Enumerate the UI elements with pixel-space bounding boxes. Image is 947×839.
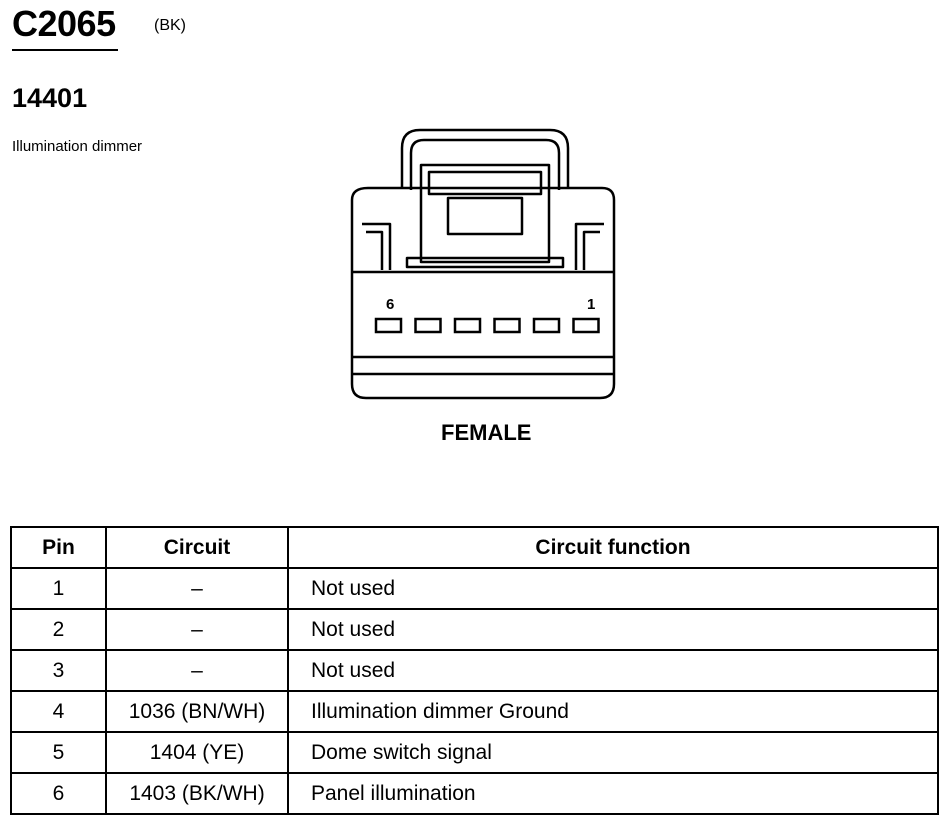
table-row: [11, 773, 938, 814]
cell-pin: 3: [11, 650, 106, 691]
cell-circuit: 1404 (YE): [106, 732, 288, 773]
pin-label-left: 6: [386, 296, 395, 313]
table-row: [11, 732, 938, 773]
cell-circuit: 1403 (BK/WH): [106, 773, 288, 814]
latch-housing: [421, 165, 549, 262]
connector-body: [352, 188, 614, 398]
cell-function: Not used: [288, 650, 938, 691]
header-pin: Pin: [11, 527, 106, 568]
cell-pin: 2: [11, 609, 106, 650]
pin-cavity: [376, 319, 401, 332]
header-circuit-function: Circuit function: [288, 527, 938, 568]
cell-function: Not used: [288, 568, 938, 609]
cell-circuit: 1036 (BN/WH): [106, 691, 288, 732]
cell-function: Dome switch signal: [288, 732, 938, 773]
cell-circuit: –: [106, 568, 288, 609]
connector-color-code: (BK): [154, 17, 186, 34]
cell-pin: 4: [11, 691, 106, 732]
left-side-guide-inner: [366, 232, 382, 270]
pin-label-right: 1: [587, 296, 596, 313]
cell-circuit: –: [106, 650, 288, 691]
header-circuit: Circuit: [106, 527, 288, 568]
connector-id: C2065: [12, 3, 116, 44]
cell-function: Not used: [288, 609, 938, 650]
cell-function: Illumination dimmer Ground: [288, 691, 938, 732]
pin-table: [10, 526, 939, 815]
pin-cavity: [574, 319, 599, 332]
cell-pin: 5: [11, 732, 106, 773]
right-side-guide-inner: [584, 232, 600, 270]
pin-cavity: [495, 319, 520, 332]
table-row: [11, 650, 938, 691]
component-name: Illumination dimmer: [12, 138, 143, 155]
cell-pin: 6: [11, 773, 106, 814]
part-number: 14401: [12, 83, 88, 113]
table-row: [11, 609, 938, 650]
latch-outer: [402, 130, 568, 188]
cell-pin: 1: [11, 568, 106, 609]
cell-function: Panel illumination: [288, 773, 938, 814]
table-row: [11, 568, 938, 609]
table-row: [11, 691, 938, 732]
pin-cavity: [534, 319, 559, 332]
cell-circuit: –: [106, 609, 288, 650]
pin-cavity: [455, 319, 480, 332]
latch-housing-inner: [429, 172, 541, 194]
table-header-row: [11, 527, 938, 568]
pin-cavity: [416, 319, 441, 332]
latch-tab: [448, 198, 522, 234]
connector-gender-label: FEMALE: [441, 420, 532, 445]
